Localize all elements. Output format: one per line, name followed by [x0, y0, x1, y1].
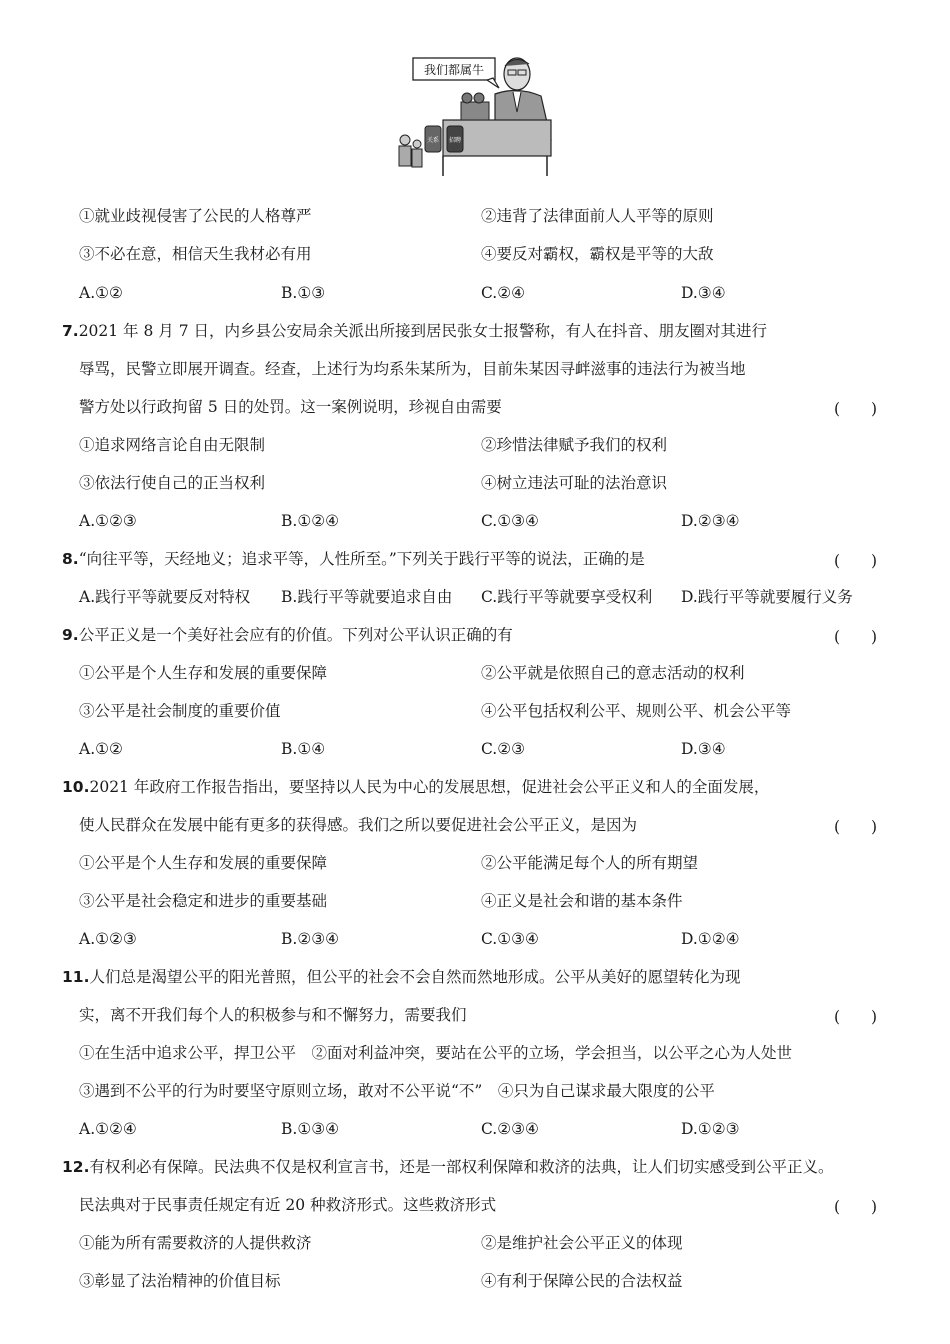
cartoon-illustration: [395, 52, 565, 180]
q9-answer-blank: ( ): [834, 628, 878, 646]
q12-option-2: ②是维护社会公平正义的体现: [481, 1234, 683, 1252]
q7-option-4: ④树立违法可耻的法治意识: [481, 474, 668, 492]
q10-number: 10.: [62, 778, 90, 796]
q7-stem-line-3: 警方处以行政拘留 5 日的处罚。这一案例说明，珍视自由需要: [79, 398, 502, 416]
q12-option-3: ③彰显了法治精神的价值目标: [79, 1272, 281, 1290]
q10-option-2: ②公平能满足每个人的所有期望: [481, 854, 699, 872]
q11-stem-line-2: 实，离不开我们每个人的积极参与和不懈努力，需要我们: [79, 1006, 467, 1024]
q11-options-1-2: ①在生活中追求公平，捍卫公平 ②面对利益冲突，要站在公平的立场，学会担当，以公平之心为人处世: [79, 1044, 793, 1062]
q11-number: 11.: [62, 968, 90, 986]
q9-option-4: ④公平包括权利公平、规则公平、机会公平等: [481, 702, 792, 720]
cartoon-speech: 我们都属牛: [423, 63, 485, 77]
q6-option-3: ③不必在意，相信天生我材必有用: [79, 245, 312, 263]
q6-option-2: ②违背了法律面前人人平等的原则: [481, 207, 714, 225]
q12-option-4: ④有利于保障公民的合法权益: [481, 1272, 683, 1290]
q10-option-1: ①公平是个人生存和发展的重要保障: [79, 854, 328, 872]
q10-choice-b: B.②③④: [281, 930, 340, 948]
q7-stem-line-2: 辱骂，民警立即展开调查。经查，上述行为均系朱某所为，目前朱某因寻衅滋事的违法行为被当地: [79, 360, 746, 378]
q7-stem-line-1: 7.2021 年 8 月 7 日，内乡县公安局余关派出所接到居民张女士报警称，有人在抖音、朋友圈对其进行: [62, 322, 767, 340]
q10-option-4: ④正义是社会和谐的基本条件: [481, 892, 683, 910]
q10-choice-d: D.①②④: [681, 930, 740, 948]
q7-option-1: ①追求网络言论自由无限制: [79, 436, 266, 454]
q7-answer-blank: ( ): [834, 400, 878, 418]
q7-choice-c: C.①③④: [481, 512, 539, 530]
q9-choice-d: D.③④: [681, 740, 726, 758]
q7-number: 7.: [62, 322, 79, 340]
q8-number: 8.: [62, 550, 79, 568]
q11-choice-d: D.①②③: [681, 1120, 740, 1138]
q9-choice-a: A.①②: [79, 740, 123, 758]
q7-option-3: ③依法行使自己的正当权利: [79, 474, 266, 492]
q12-stem-line-2: 民法典对于民事责任规定有近 20 种救济形式。这些救济形式: [79, 1196, 497, 1214]
q12-stem-line-1: 12.有权利必有保障。民法典不仅是权利宣言书，还是一部权利保障和救济的法典，让人们切实感受到公平正义。: [62, 1158, 834, 1176]
q7-option-2: ②珍惜法律赋予我们的权利: [481, 436, 668, 454]
q12-number: 12.: [62, 1158, 90, 1176]
cartoon-sign-1: 关系: [426, 137, 440, 144]
cartoon-sign-2: 招聘: [448, 137, 462, 144]
q10-choice-a: A.①②③: [79, 930, 137, 948]
q6-choice-a: A.①②: [79, 284, 123, 302]
q6-option-1: ①就业歧视侵害了公民的人格尊严: [79, 207, 312, 225]
q11-answer-blank: ( ): [834, 1008, 878, 1026]
q12-answer-blank: ( ): [834, 1198, 878, 1216]
q9-number: 9.: [62, 626, 79, 644]
q11-options-3-4: ③遇到不公平的行为时要坚守原则立场，敢对不公平说“不” ④只为自己谋求最大限度的公平: [79, 1082, 715, 1100]
q8-answer-blank: ( ): [834, 552, 878, 570]
q10-choice-c: C.①③④: [481, 930, 539, 948]
q9-option-3: ③公平是社会制度的重要价值: [79, 702, 281, 720]
q7-choice-a: A.①②③: [79, 512, 137, 530]
q11-choice-c: C.②③④: [481, 1120, 539, 1138]
q10-stem-line-2: 使人民群众在发展中能有更多的获得感。我们之所以要促进社会公平正义，是因为: [79, 816, 638, 834]
q12-option-1: ①能为所有需要救济的人提供救济: [79, 1234, 312, 1252]
q8-choice-b: B.践行平等就要追求自由: [281, 588, 453, 606]
q7-choice-b: B.①②④: [281, 512, 340, 530]
q8-stem: 8.“向往平等，天经地义；追求平等，人性所至。”下列关于践行平等的说法，正确的是: [62, 550, 645, 568]
q6-choice-d: D.③④: [681, 284, 726, 302]
q9-choice-c: C.②③: [481, 740, 526, 758]
q11-stem-line-1: 11.人们总是渴望公平的阳光普照，但公平的社会不会自然而然地形成。公平从美好的愿望转化为现: [62, 968, 741, 986]
q8-choice-d: D.践行平等就要履行义务: [681, 588, 853, 606]
q7-choice-d: D.②③④: [681, 512, 740, 530]
q10-answer-blank: ( ): [834, 818, 878, 836]
q6-option-4: ④要反对霸权，霸权是平等的大敌: [481, 245, 714, 263]
q8-choice-a: A.践行平等就要反对特权: [79, 588, 251, 606]
q9-choice-b: B.①④: [281, 740, 326, 758]
q6-choice-c: C.②④: [481, 284, 526, 302]
q10-option-3: ③公平是社会稳定和进步的重要基础: [79, 892, 328, 910]
q9-option-2: ②公平就是依照自己的意志活动的权利: [481, 664, 745, 682]
q10-stem-line-1: 10.2021 年政府工作报告指出，要坚持以人民为中心的发展思想，促进社会公平正义和人的全面发展，: [62, 778, 770, 796]
q11-choice-a: A.①②④: [79, 1120, 137, 1138]
q11-choice-b: B.①③④: [281, 1120, 340, 1138]
q8-choice-c: C.践行平等就要享受权利: [481, 588, 653, 606]
q9-stem: 9.公平正义是一个美好社会应有的价值。下列对公平认识正确的有: [62, 626, 513, 644]
q9-option-1: ①公平是个人生存和发展的重要保障: [79, 664, 328, 682]
q6-choice-b: B.①③: [281, 284, 326, 302]
